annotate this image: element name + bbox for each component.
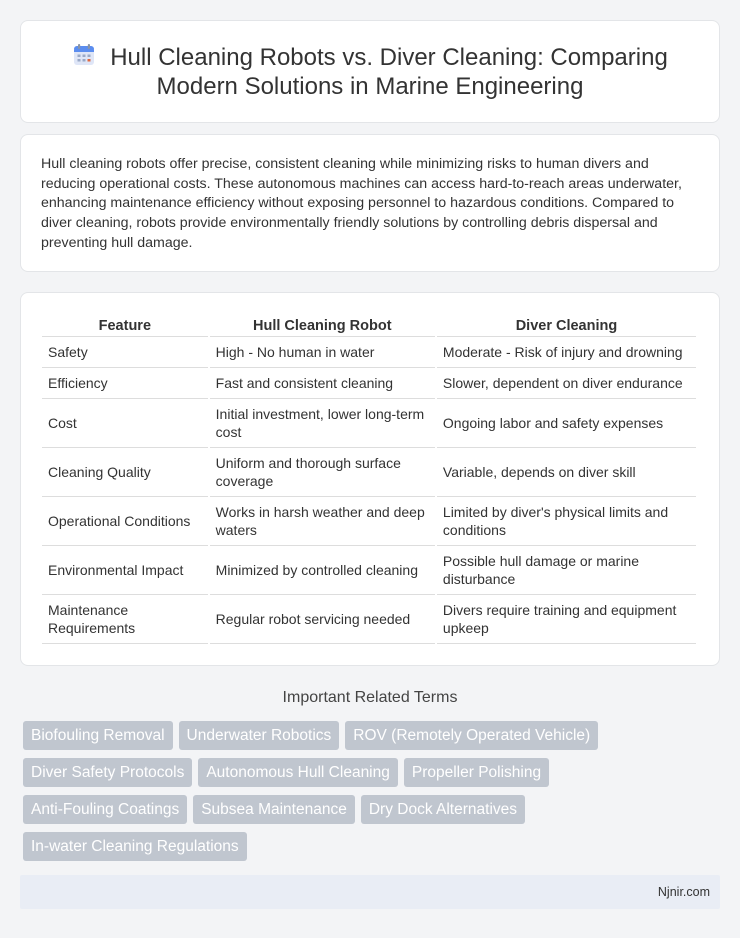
cell-feature: Cleaning Quality (42, 448, 208, 497)
header-diver-cleaning: Diver Cleaning (437, 315, 696, 337)
cell-feature: Efficiency (42, 368, 208, 399)
term-tag[interactable]: Autonomous Hull Cleaning (198, 758, 398, 787)
footer-site-name[interactable]: Njnir.com (657, 885, 710, 899)
cell-feature: Environmental Impact (42, 546, 208, 595)
cell-diver: Moderate - Risk of injury and drowning (437, 337, 696, 368)
table-row (42, 368, 696, 399)
intro-card (20, 134, 720, 272)
cell-feature: Operational Conditions (42, 497, 208, 546)
cell-feature: Maintenance Requirements (42, 595, 208, 644)
related-terms-title: Important Related Terms (282, 689, 458, 706)
calendar-icon (72, 43, 96, 67)
cell-feature: Safety (42, 337, 208, 368)
cell-diver: Divers require training and equipment upkeep (437, 595, 696, 644)
table-row (42, 546, 696, 595)
cell-robot: Initial investment, lower long-term cost (210, 399, 435, 448)
title-card (20, 20, 720, 123)
table-row (42, 337, 696, 368)
cell-robot: Fast and consistent cleaning (210, 368, 435, 399)
term-tag[interactable]: ROV (Remotely Operated Vehicle) (345, 721, 598, 750)
page-title (61, 43, 679, 101)
table-row (42, 497, 696, 546)
table-row (42, 399, 696, 448)
term-tag[interactable]: Propeller Polishing (404, 758, 549, 787)
term-tag[interactable]: Anti-Fouling Coatings (23, 795, 187, 824)
term-tag[interactable]: In-water Cleaning Regulations (23, 832, 247, 861)
cell-diver: Slower, dependent on diver endurance (437, 368, 696, 399)
term-tag[interactable]: Underwater Robotics (179, 721, 340, 750)
header-feature: Feature (42, 315, 208, 337)
header-hull-cleaning-robot: Hull Cleaning Robot (210, 315, 435, 337)
intro-paragraph: Hull cleaning robots offer precise, consistent cleaning while minimizing risks to human divers and reducing operational costs. These autonomous machines can access hard-to-reach areas underwater, enhancing maintenance efficiency without exposing personnel to hazardous conditions. Compared to diver cleaning, robots provide environmentally friendly solutions by controlling debris dispersal and preventing hull damage. (41, 156, 682, 251)
cell-robot: Uniform and thorough surface coverage (210, 448, 435, 497)
table-row (42, 595, 696, 644)
cell-diver: Possible hull damage or marine disturbance (437, 546, 696, 595)
comparison-card (20, 292, 720, 666)
related-terms-list (20, 721, 660, 869)
cell-robot: Minimized by controlled cleaning (210, 546, 435, 595)
cell-robot: Regular robot servicing needed (210, 595, 435, 644)
table-header-row (42, 315, 696, 337)
term-tag[interactable]: Diver Safety Protocols (23, 758, 192, 787)
cell-feature: Cost (42, 399, 208, 448)
table-row (42, 448, 696, 497)
cell-diver: Limited by diver's physical limits and conditions (437, 497, 696, 546)
term-tag[interactable]: Subsea Maintenance (193, 795, 355, 824)
cell-robot: High - No human in water (210, 337, 435, 368)
term-tag[interactable]: Biofouling Removal (23, 721, 173, 750)
cell-robot: Works in harsh weather and deep waters (210, 497, 435, 546)
cell-diver: Variable, depends on diver skill (437, 448, 696, 497)
page-title-text: Hull Cleaning Robots vs. Diver Cleaning: Comparing Modern Solutions in Marine Engineering (110, 43, 668, 100)
term-tag[interactable]: Dry Dock Alternatives (361, 795, 525, 824)
cell-diver: Ongoing labor and safety expenses (437, 399, 696, 448)
comparison-table (40, 315, 698, 644)
footer (20, 875, 720, 909)
